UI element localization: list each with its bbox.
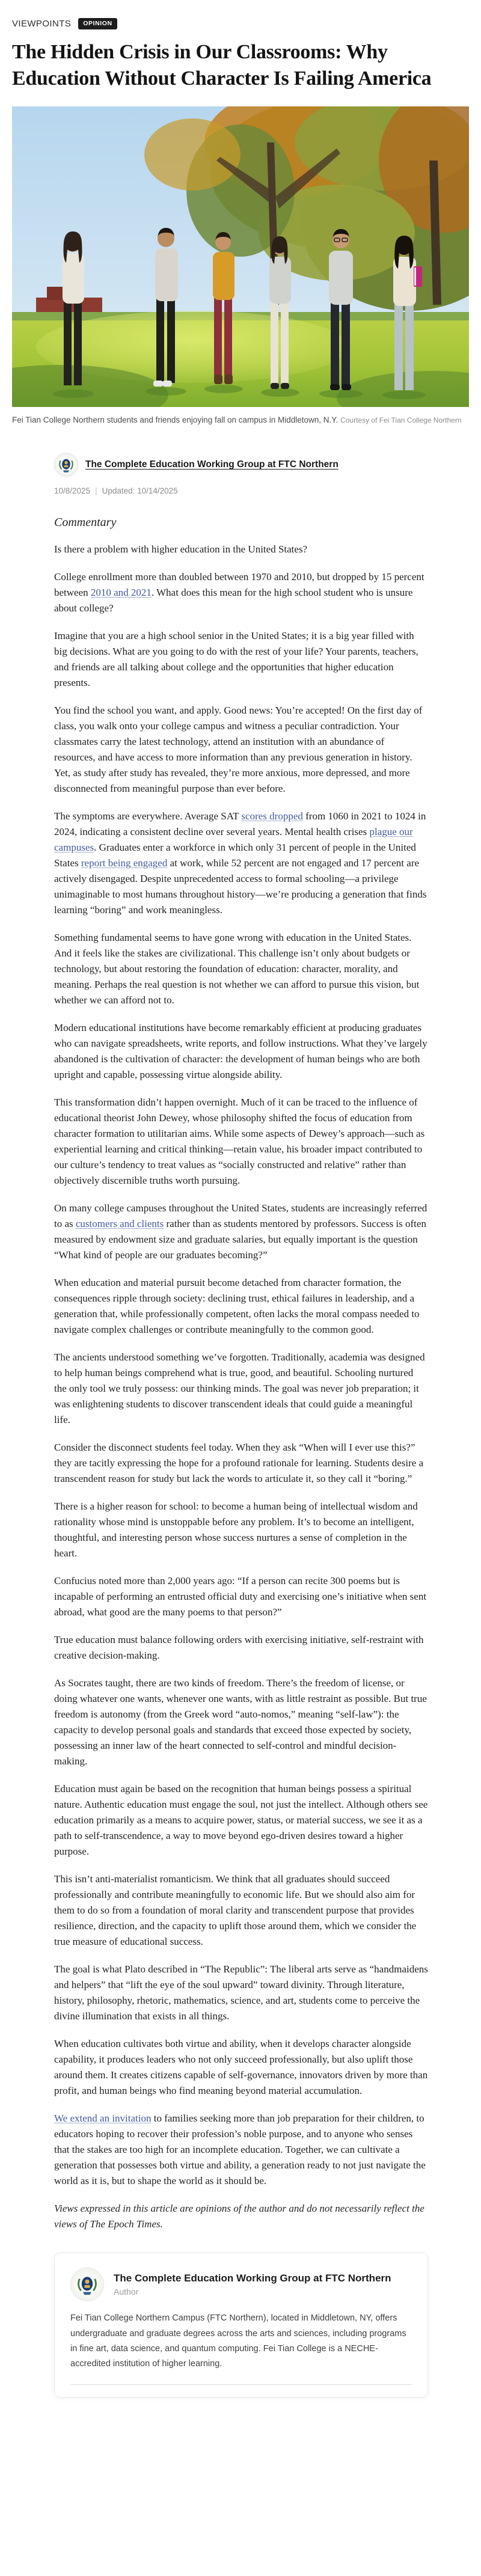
author-card-divider [70, 2384, 412, 2385]
article-paragraph: This transformation didn’t happen overnight. Much of it can be traced to the influence of educational theorist John Dewey, whose philosophy shifted the focus of education from character formation to utilitarian aims. While some aspects of Dewey’s approach—such as experiential learning and critical thinking—retain value, his broader impact contributed to our culture’s tendency to treat values as “socially constructed and relative” rather than objectively discernible truths worth pursuing. [54, 1097, 425, 1187]
article-paragraph: On many college campuses throughout the United States, students are increasingly referred to as customers and clients rather than as students mentored by professors. Success is often measured by endowment size and graduate salaries, but equally important is the question “What kind of people are our graduates becoming?” [54, 1202, 427, 1261]
article-paragraph: The ancients understood something we’ve forgotten. Traditionally, academia was designed to help human beings comprehend what is true, good, and beautiful. Schooling nurtured the only tool we truly possess: our thinking minds. The goal was never job preparation; it was enlightening students to discover transcendent ideals that could guide a meaningful life. [54, 1351, 425, 1426]
article-paragraph: You find the school you want, and apply. Good news: You’re accepted! On the first day of class, you walk onto your college campus and witness a peculiar contradiction. Your classmates carry the latest technology, attend an institution with an abundance of resources, and have access to more information than any previous generation in history. Yet, as study after study has revealed, they’re more anxious, more depressed, and more disconnected from meaningful purpose than ever before. [54, 705, 423, 795]
article-paragraph: The goal is what Plato described in “The Republic”: The liberal arts serve as “handmaidens and helpers” that “lift the eye of the soul upward” toward divinity. Through literature, history, philosophy, rhetoric, mathematics, science, and art, students come to perceive the divine illumination that exists in all things. [54, 1963, 428, 2022]
article-paragraph: There is a higher reason for school: to become a human being of intellectual wisdom and rationality whose mind is unstoppable before any problem. It’s to become an intelligent, thoughtful, and interesting person whose success nurtures a sense of completion in the heart. [54, 1501, 418, 1559]
author-card-head [70, 2268, 412, 2301]
opinion-badge: OPINION [78, 18, 117, 29]
article-paragraph: Confucius noted more than 2,000 years ago: “If a person can recite 300 poems but is incapable of performing an entrusted official duty and exercising one’s initiative when sent abroad, what good are the many poems to that person?” [54, 1575, 427, 1618]
date-separator: | [95, 486, 97, 496]
article-paragraph: As Socrates taught, there are two kinds of freedom. There’s the freedom of license, or doing whatever one wants, whenever one wants, with as little restraint as possible. But true freedom is autonomy (from the Greek word “auto-nomos,” meaning “self-law”): the capacity to develop personal goals and standards that exceed those expected by society, possessing an inner law of the heart connected to self-control and mindful decision-making. [54, 1677, 427, 1767]
page-title: The Hidden Crisis in Our Classrooms: Why Education Without Character Is Failing America [12, 40, 432, 90]
publish-date: 10/8/2025 [54, 486, 91, 496]
author-avatar[interactable] [54, 453, 78, 477]
kicker-row [12, 18, 469, 29]
article-paragraph: Modern educational institutions have become remarkably efficient at producing graduates who can navigate spreadsheets, write reports, and follow instructions. What they’ve largely abandoned is the cultivation of character: the development of human beings who are both upright and capable, possessing virtue alongside ability. [54, 1022, 427, 1081]
article-paragraph: Education must again be based on the recognition that human beings possess a spiritual nature. Authentic education must engage the soul, not just the intellect. Although others see education primarily as a means to acquire power, status, or material success, we see it as a path to self-transcendence, a way to move beyond ego-driven desires toward a higher purpose. [54, 1783, 428, 1858]
inline-link[interactable]: 2010 and 2021 [90, 587, 152, 599]
author-card-bio: Fei Tian College Northern Campus (FTC Northern), located in Middletown, NY, offers undergraduate and graduate degrees across the arts and sciences, including programs in fine art, data science, and quantum computing. Fei Tian College is a NECHE-accredited institution of higher learning. [70, 2313, 406, 2369]
commentary-label: Commentary [54, 516, 117, 530]
article-header [0, 0, 481, 92]
photo-credit: Courtesy of Fei Tian College Northern [340, 415, 462, 424]
article-paragraph: We extend an invitation to families seeking more than job preparation for their children, to educators hoping to recover their profession’s noble purpose, and to anyone who senses that the stakes are too high for an incomplete education. Together, we can cultivate a generation that possesses both virtue and ability, a generation ready to not just navigate the world as it is, but to shape the world as it should be. [54, 2113, 426, 2187]
inline-link[interactable]: customers and clients [75, 1218, 164, 1230]
disclaimer: Views expressed in this article are opinions of the author and do not necessarily reflect the views of The Epoch Times. [54, 2203, 424, 2230]
author-name-link[interactable]: The Complete Education Working Group at FTC Northern [85, 459, 339, 470]
article-paragraph: This isn’t anti-materialist romanticism. We think that all graduates should succeed professionally and contribute meaningfully to economic life. But we should also aim for them to do so from a foundation of moral clarity and transcendent purpose that provides resilience, direction, and the capacity to uplift those around them, which we consider the true measure of educational success. [54, 1873, 417, 1948]
updated-date: Updated: 10/14/2025 [102, 486, 178, 496]
article-paragraph: When education cultivates both virtue and ability, when it develops character alongside capability, it produces leaders who not only succeed professionally, but also uplift those around them. It creates citizens capable of self-governance, innovators driven by more than profit, and human beings who find meaning beyond material accumulation. [54, 2038, 428, 2097]
author-card-name[interactable]: The Complete Education Working Group at FTC Northern [114, 2272, 391, 2284]
article-paragraph: College enrollment more than doubled between 1970 and 2010, but dropped by 15 percent between 2010 and 2021. What does this mean for the high school student who is unsure about college? [54, 571, 424, 614]
article-paragraph: The symptoms are everywhere. Average SAT scores dropped from 1060 in 2021 to 1024 in 2024, indicating a consistent decline over several years. Mental health crises plague our campuses. Graduates enter a workforce in which only 31 percent of people in the United States report being engaged at work, while 52 percent are not engaged and 17 percent are actively disengaged. Despite unprecedented access to formal schooling—a privilege unimaginable to most humans throughout history—we’re producing a generation that finds learning “boring” and work meaningless. [54, 810, 427, 916]
inline-link[interactable]: We extend an invitation [54, 2113, 152, 2125]
article-paragraph: Imagine that you are a high school senior in the United States; it is a big year filled with big decisions. What are you going to do with the rest of your life? Your parents, teachers, and friends are all talking about college and the opportunities that higher education presents. [54, 630, 418, 689]
date-row [54, 486, 428, 495]
article-paragraph: True education must balance following orders with exercising initiative, self-restraint with creative decision-making. [54, 1634, 424, 1662]
article-body [54, 542, 428, 2189]
article-paragraph: Is there a problem with higher education in the United States? [54, 543, 308, 555]
author-card-avatar[interactable] [70, 2268, 104, 2301]
article-paragraph: Consider the disconnect students feel today. When they ask “When will I ever use this?” they are tacitly expressing the hope for a profound rationale for learning. Students desire a transcendent reason for study but lack the words to articulate it, so they call it “boring.” [54, 1442, 424, 1485]
inline-link[interactable]: plague our campuses [54, 826, 413, 854]
section-link-viewpoints[interactable]: VIEWPOINTS [12, 18, 72, 29]
byline [54, 453, 428, 477]
inline-link[interactable]: report being engaged [81, 857, 168, 869]
article-content [54, 453, 428, 2232]
article-paragraph: When education and material pursuit become detached from character formation, the consequences ripple through society: declining trust, ethical failures in leadership, and a generation that, while professionally competent, often lacks the moral compass needed to navigate complex challenges or contribute meaningfully to the common good. [54, 1277, 420, 1336]
article-paragraph: Something fundamental seems to have gone wrong with education in the United States. And it feels like the stakes are civilizational. This challenge isn’t only about budgets or technology, but about restoring the foundation of education: character, morality, and meaning. Perhaps the real question is not whether we can afford to pursue this vision, but whether we can afford not to. [54, 932, 420, 1006]
hero-image [12, 106, 469, 407]
inline-link[interactable]: scores dropped [241, 810, 303, 822]
author-card-role: Author [114, 2287, 139, 2297]
author-card [54, 2253, 428, 2397]
photo-caption: Fei Tian College Northern students and friends enjoying fall on campus in Middletown, N.Y. Courtesy of Fei Tian College Northern [12, 415, 462, 424]
